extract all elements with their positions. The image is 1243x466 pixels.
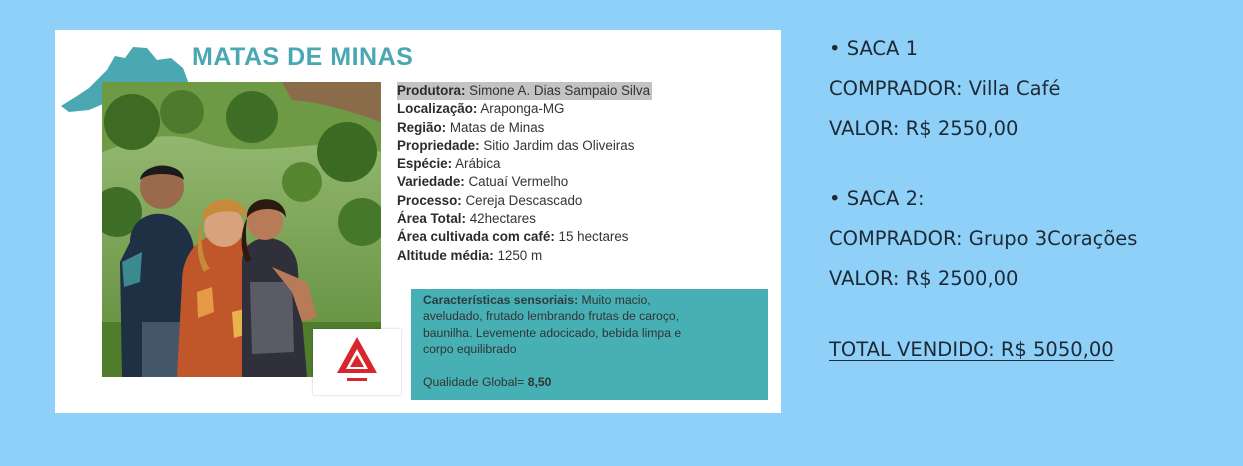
sensory-text-3: baunilha. Levemente adocicado, bebida limpa e: [423, 325, 682, 340]
info-value: 15 hectares: [558, 229, 629, 245]
sensory-text-1: Muito macio,: [581, 293, 651, 307]
info-label: Área cultivada com café:: [397, 229, 555, 245]
coffee-producer-card: [55, 30, 781, 413]
info-row-area-total: [397, 210, 717, 228]
info-row-variedade: [397, 173, 717, 191]
saca1-buyer: COMPRADOR: Villa Café: [829, 77, 1061, 100]
info-label: Espécie:: [397, 156, 453, 172]
info-value: Matas de Minas: [449, 119, 545, 135]
info-value: Simone A. Dias Sampaio Silva: [469, 83, 651, 98]
sensory-text-2: aveludado, frutado lembrando frutas de caroço,: [423, 309, 680, 324]
info-row-regiao: [397, 119, 717, 137]
quality-label: Qualidade Global=: [423, 375, 525, 389]
quality-score: [423, 374, 551, 390]
saca1-value: VALOR: R$ 2550,00: [829, 117, 1019, 140]
info-label: Variedade:: [397, 174, 465, 190]
info-label: Propriedade:: [397, 137, 480, 153]
info-value: Arábica: [455, 156, 501, 172]
info-value: Cereja Descascado: [465, 192, 583, 208]
sensory-line-1: [423, 292, 758, 308]
info-row-produtora: [397, 82, 652, 100]
saca2-title: • SACA 2:: [829, 187, 925, 210]
sensory-label: Características sensoriais:: [423, 293, 579, 307]
tamex-seal-logo: [313, 329, 401, 395]
info-row-localizacao: [397, 100, 717, 118]
info-value: Catuaí Vermelho: [468, 174, 569, 190]
producer-info-list: [397, 82, 717, 265]
saca1-title: • SACA 1: [829, 37, 918, 60]
info-row-propriedade: [397, 137, 717, 155]
info-label: Processo:: [397, 192, 462, 208]
info-value: 42hectares: [469, 211, 536, 227]
info-row-altitude: [397, 247, 717, 265]
info-value: 1250 m: [497, 247, 543, 263]
quality-value: 8,50: [527, 375, 552, 389]
saca2-buyer: COMPRADOR: Grupo 3Corações: [829, 227, 1138, 250]
info-value: Araponga-MG: [480, 101, 565, 117]
info-label: Altitude média:: [397, 247, 494, 263]
info-label: Produtora:: [397, 83, 466, 98]
saca2-value: VALOR: R$ 2500,00: [829, 267, 1019, 290]
info-label: Região:: [397, 119, 447, 135]
total-sold: TOTAL VENDIDO: R$ 5050,00: [829, 338, 1114, 361]
card-title: MATAS DE MINAS: [192, 43, 414, 71]
info-row-processo: [397, 192, 717, 210]
info-value: Sitio Jardim das Oliveiras: [483, 137, 635, 153]
info-row-especie: [397, 155, 717, 173]
info-label: Localização:: [397, 101, 478, 117]
sensory-characteristics-box: [411, 289, 768, 400]
info-row-area-cultivada: [397, 228, 717, 246]
sensory-text-4: corpo equilibrado: [423, 341, 517, 356]
info-label: Área Total:: [397, 211, 466, 227]
